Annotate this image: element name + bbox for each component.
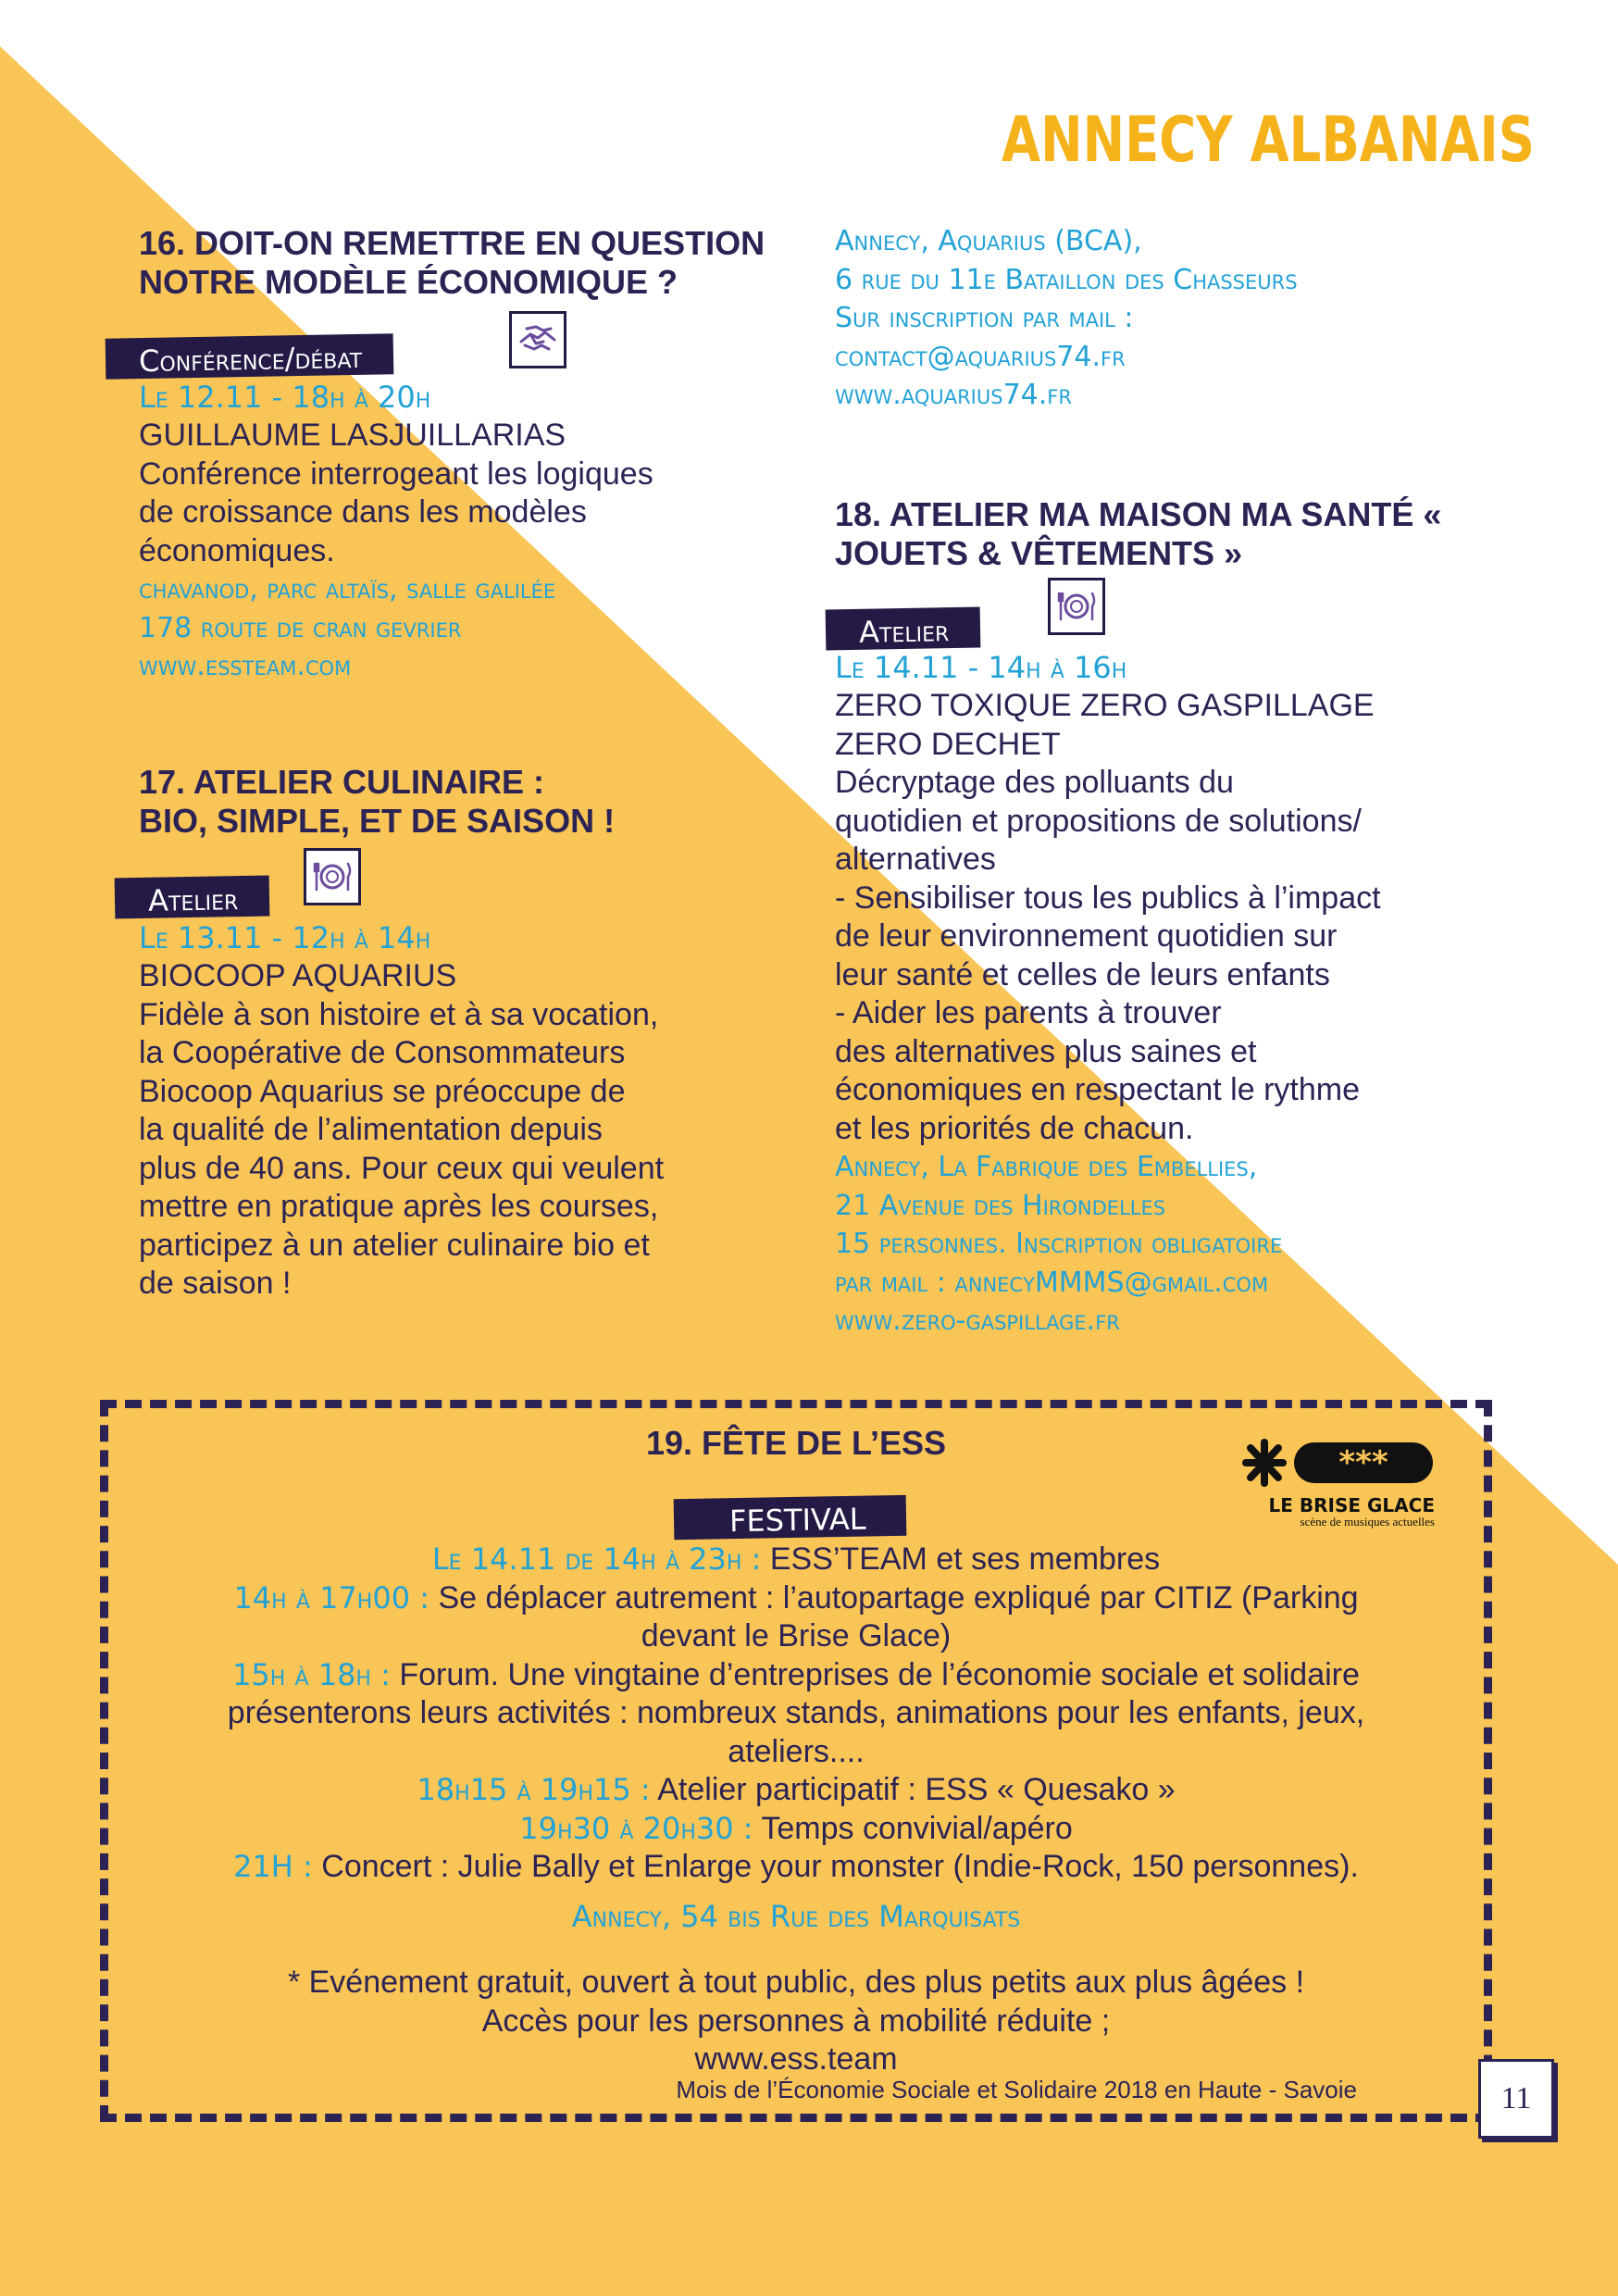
event-date: Le 12.11 - 18h à 20h <box>139 380 431 415</box>
tag-atelier <box>826 608 980 649</box>
svg-text:***: *** <box>1338 1444 1388 1481</box>
event-title: JOUETS & VÊTEMENTS » <box>835 534 1243 572</box>
schedule-line: ateliers.... <box>728 1733 865 1769</box>
event-title: BIO, SIMPLE, ET DE SAISON ! <box>139 802 616 840</box>
schedule-line: 19h30 à 20h30 : Temps convivial/apéro <box>519 1810 1073 1846</box>
description-line: leur santé et celles de leurs enfants <box>835 956 1330 992</box>
plate-cutlery-icon <box>1048 578 1105 635</box>
description-line: mettre en pratique après les courses, <box>139 1189 659 1224</box>
event-title: 17. ATELIER CULINAIRE : <box>139 763 545 801</box>
description-line: - Aider les parents à trouver <box>835 995 1222 1030</box>
description-line: Fidèle à son histoire et à sa vocation, <box>139 996 659 1032</box>
description-line: Biocoop Aquarius se préoccupe de <box>139 1073 626 1109</box>
website-link[interactable]: www.ess.team <box>694 2041 898 2077</box>
location-line: Annecy, Aquarius (BCA), <box>835 225 1142 257</box>
event-title: 18. ATELIER MA MAISON MA SANTÉ « <box>835 495 1442 533</box>
tag-conference <box>106 336 393 380</box>
category-tag: Conférence/débat <box>106 333 394 379</box>
email-link[interactable]: contact@aquarius74.fr <box>835 340 1126 373</box>
event-organizer: ZERO DECHET <box>835 726 1061 762</box>
event-16 <box>139 224 842 302</box>
location-line: 6 rue du 11e Bataillon des Chasseurs <box>835 263 1298 296</box>
event-17-location <box>835 222 1538 415</box>
description-line: alternatives <box>835 842 996 877</box>
event-17 <box>139 763 842 841</box>
event-title: NOTRE MODÈLE ÉCONOMIQUE ? <box>139 263 678 301</box>
schedule-line: présenterons leurs activités : nombreux stands, animations pour les enfants, jeux, <box>227 1695 1365 1730</box>
asterisk-logo-icon <box>1238 1435 1435 1491</box>
note-line: * Evénement gratuit, ouvert à tout public, des plus petits aux plus âgées ! <box>287 1965 1305 2000</box>
location-line: chavanod, parc altaïs, salle galilée <box>139 573 556 605</box>
schedule-line: 21H : Concert : Julie Bally et Enlarge your monster (Indie-Rock, 150 personnes). <box>233 1849 1359 1884</box>
event-title: 16. DOIT-ON REMETTRE EN QUESTION <box>139 224 765 262</box>
description-line: quotidien et propositions de solutions/ <box>835 803 1362 839</box>
description-line: de leur environnement quotidien sur <box>835 918 1338 954</box>
festival-schedule <box>120 1541 1472 2079</box>
location-line: 178 route de cran gevrier <box>139 611 462 644</box>
schedule-line: Le 14.11 de 14h à 23h : ESS’TEAM et ses membres <box>431 1541 1161 1577</box>
logo-subtext: scène de musiques actuelles <box>1300 1515 1435 1529</box>
category-tag: Atelier <box>115 876 270 919</box>
description-line: et les priorités de chacun. <box>835 1110 1194 1146</box>
schedule-line: devant le Brise Glace) <box>641 1618 952 1653</box>
region-title: ANNECY ALBANAIS <box>1002 104 1535 177</box>
category-tag: FESTIVAL <box>674 1495 907 1540</box>
description-line: de saison ! <box>139 1266 292 1301</box>
website-link[interactable]: www.essteam.com <box>139 650 352 682</box>
logo-name: LE BRISE GLACE <box>1268 1494 1435 1516</box>
website-link[interactable]: www.aquarius74.fr <box>835 379 1072 411</box>
event-title: 19. FÊTE DE L’ESS <box>645 1424 947 1462</box>
website-link[interactable]: www.zero-gaspillage.fr <box>835 1304 1120 1337</box>
category-tag: Atelier <box>826 607 981 651</box>
handshake-icon <box>509 311 566 368</box>
description-line: participez à un atelier culinaire bio et <box>139 1227 650 1263</box>
footer-text: Mois de l’Économie Sociale et Solidaire 2018 en Haute - Savoie <box>676 2076 1357 2103</box>
schedule-line: 14h à 17h00 : Se déplacer autrement : l’autopartage expliqué par CITIZ (Parking <box>233 1579 1359 1616</box>
email-link[interactable]: par mail : anneсyMMMS@gmail.com <box>835 1266 1269 1299</box>
description-line: - Sensibiliser tous les publics à l’impact <box>835 880 1381 916</box>
page-number: 11 <box>1478 2059 1554 2139</box>
location-line: Annecy, La Fabrique des Embellies, <box>835 1151 1258 1183</box>
description-line: Conférence interrogeant les logiques <box>139 455 653 492</box>
tag-atelier <box>115 877 269 917</box>
location-line: 21 Avenue des Hirondelles <box>835 1189 1166 1222</box>
brise-glace-logo <box>1238 1435 1435 1529</box>
tag-festival <box>674 1497 906 1538</box>
description-line: la Coopérative de Consommateurs <box>139 1035 626 1070</box>
description-line: des alternatives plus saines et <box>835 1033 1257 1069</box>
event-date: Le 14.11 - 14h à 16h <box>835 650 1127 685</box>
festival-location: Annecy, 54 bis Rue des Marquisats <box>571 1898 1021 1934</box>
description-line: Décryptage des polluants du <box>835 765 1234 800</box>
event-18 <box>835 495 1538 573</box>
description-line: économiques. <box>139 532 335 568</box>
schedule-line: 18h15 à 19h15 : Atelier participatif : ESS « Quesako » <box>417 1772 1176 1807</box>
description-line: de croissance dans les modèles <box>139 494 587 530</box>
event-organizer: BIOCOOP AQUARIUS <box>139 958 457 993</box>
plate-cutlery-icon <box>304 848 361 905</box>
description-line: plus de 40 ans. Pour ceux qui veulent <box>139 1150 665 1186</box>
event-date: Le 13.11 - 12h à 14h <box>139 920 431 955</box>
description-line: la qualité de l’alimentation depuis <box>139 1112 603 1147</box>
schedule-line: 15h à 18h : Forum. Une vingtaine d’entreprises de l’économie sociale et solidaire <box>232 1656 1360 1692</box>
note-line: Accès pour les personnes à mobilité réduite ; <box>481 2003 1111 2039</box>
location-line: 15 personnes. Inscription obligatoire <box>835 1228 1283 1260</box>
event-organizer: ZERO TOXIQUE ZERO GASPILLAGE <box>835 688 1375 723</box>
event-organizer: GUILLAUME LASJUILLARIAS <box>139 418 566 453</box>
description-line: économiques en respectant le rythme <box>835 1072 1360 1107</box>
location-line: Sur inscription par mail : <box>835 302 1134 334</box>
